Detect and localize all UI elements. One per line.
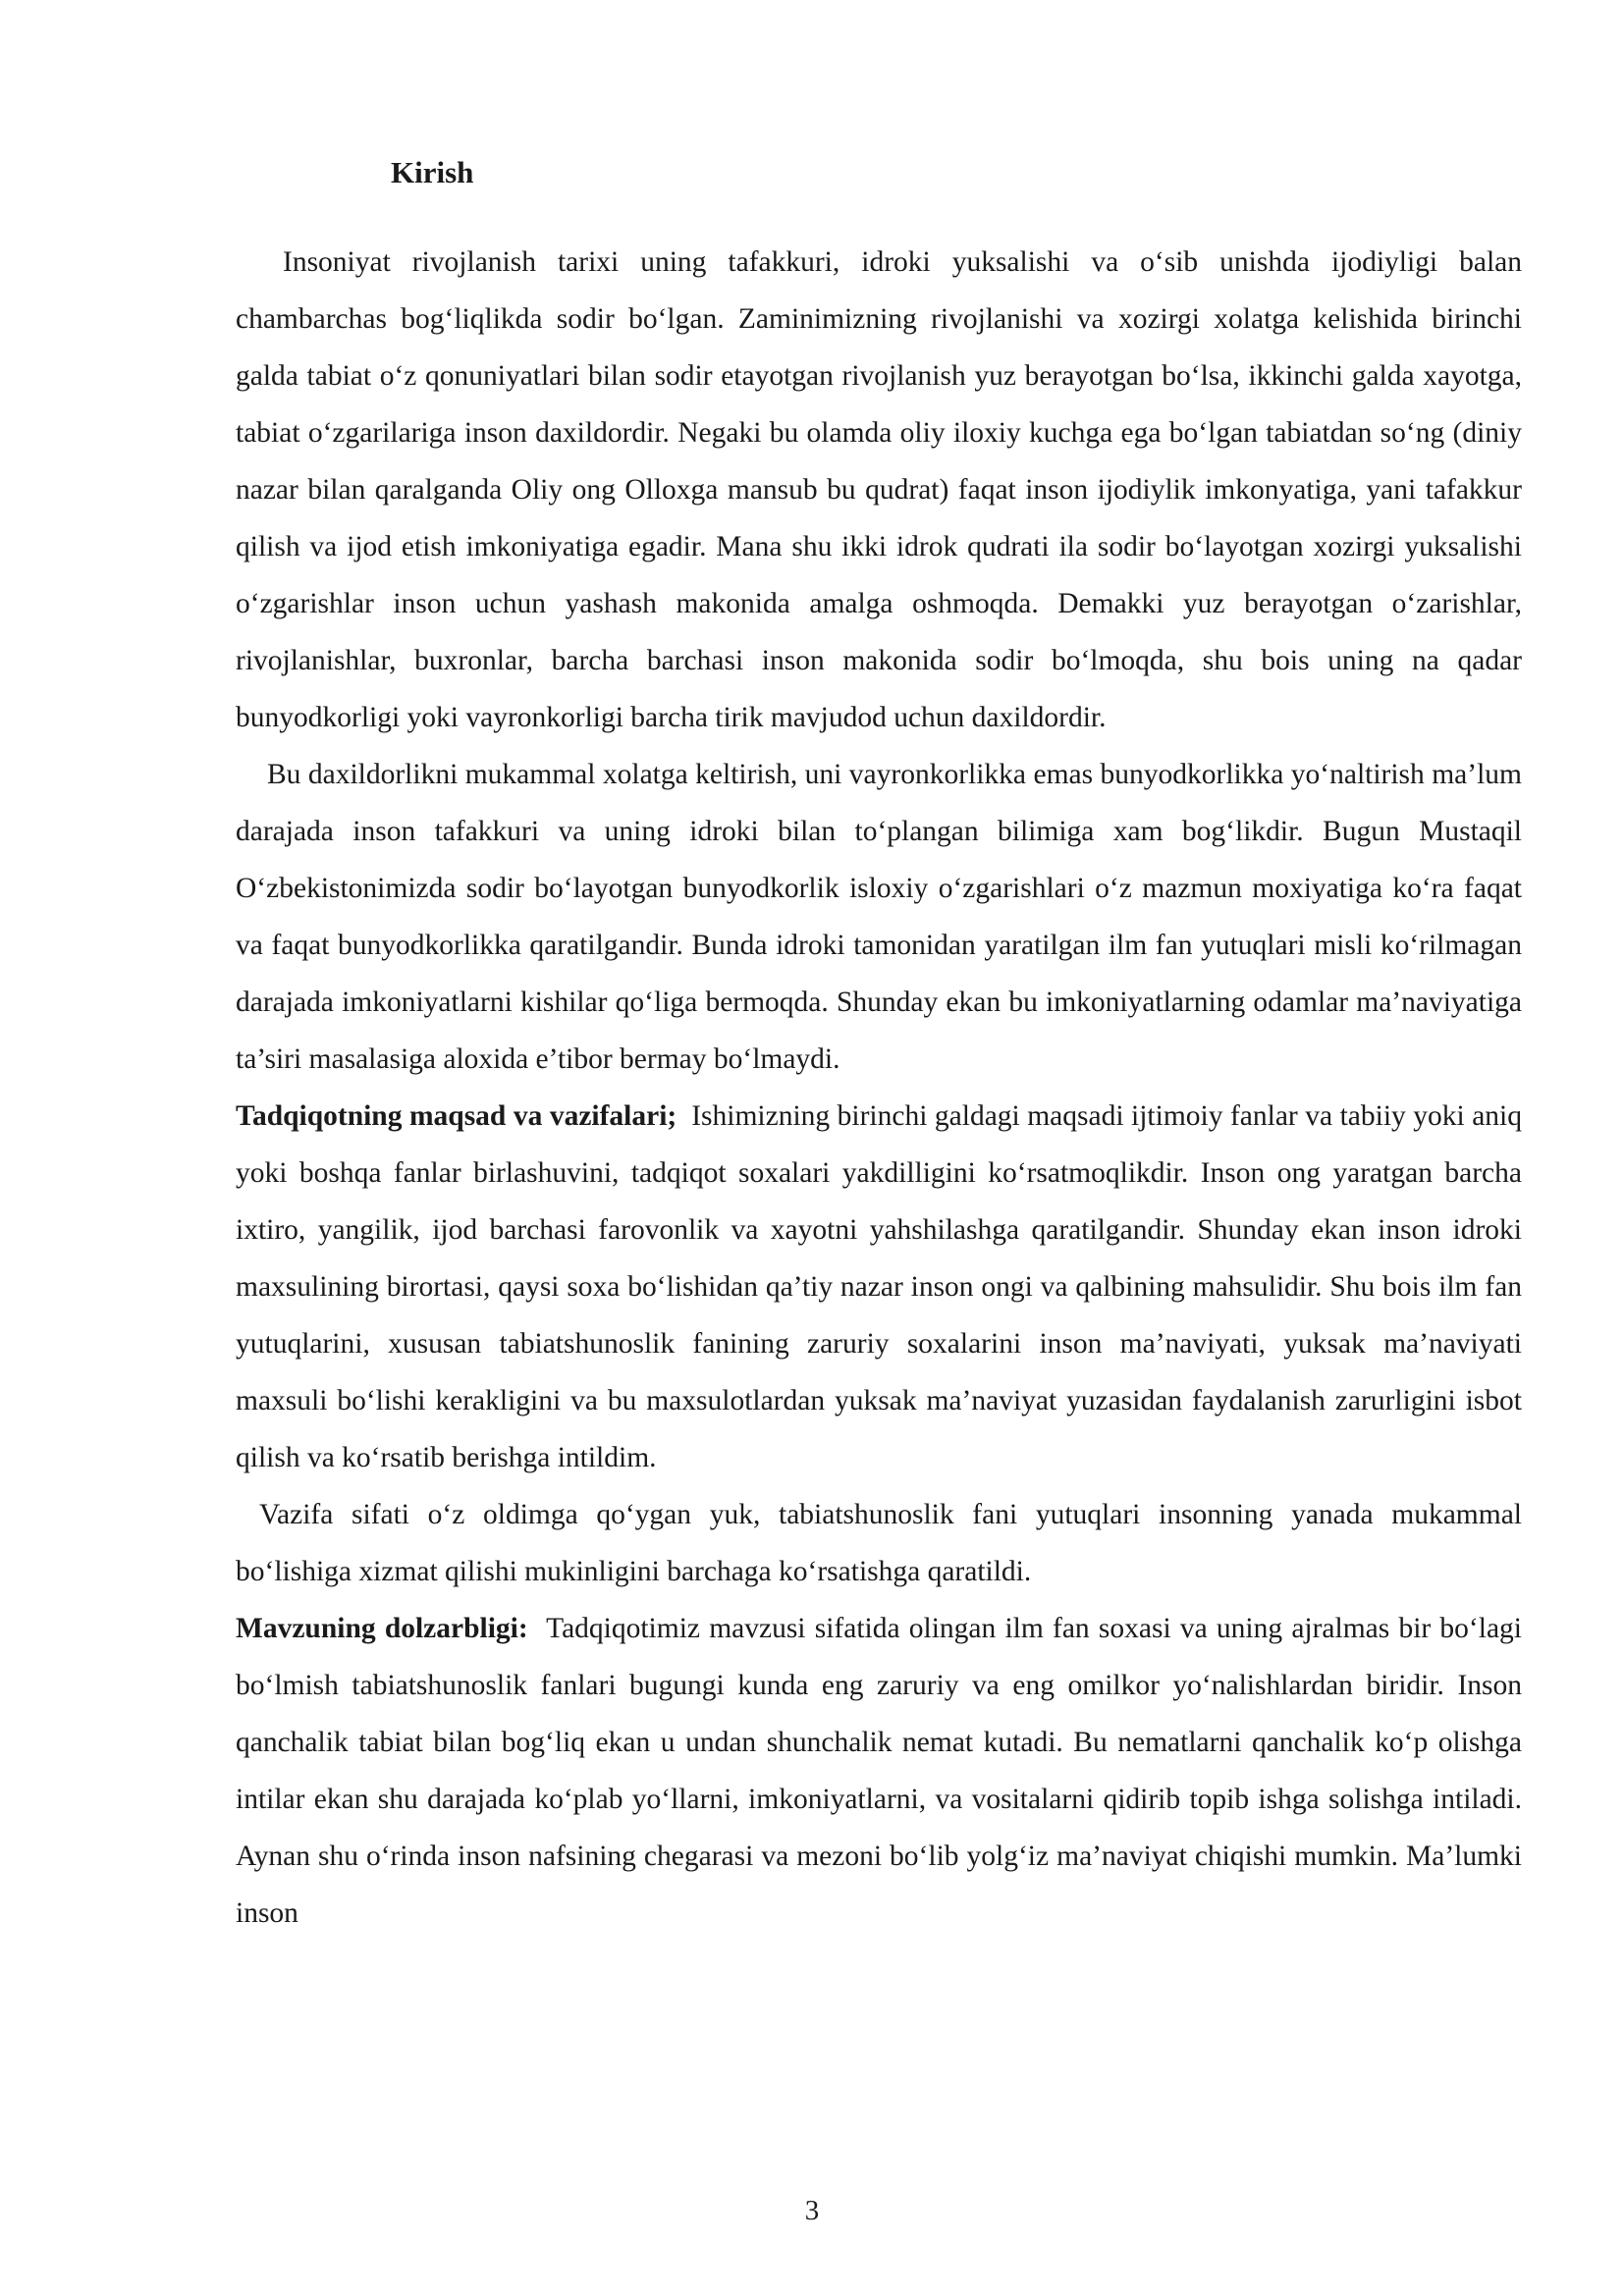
paragraph-dolzarblik: [236, 1600, 1522, 1942]
paragraph-maqsad: [236, 1088, 1522, 1486]
paragraph-text: Tadqiqotimiz mavzusi sifatida olingan ilm fan soxasi va uning ajralmas bir bo‘lagi bo‘lmish tabiatshunoslik fanlari bugungi kunda eng zaruriy va eng omilkor yo‘nalishlardan biridir. Inson qanchalik tabiat bilan bog‘liq ekan u undan shunchalik nemat kutadi. Bu nematlarni qanchalik ko‘p olishga intilar ekan shu darajada ko‘plab yo‘llarni, imkoniyatlarni, va vositalarni qidirib topib ishga solishga intiladi. Aynan shu o‘rinda inson nafsining chegarasi va mezoni bo‘lib yolg‘iz ma’naviyat chiqishi mumkin. Ma’lumki inson: [236, 1613, 1522, 1929]
paragraph-text: Ishimizning birinchi galdagi maqsadi ijtimoiy fanlar va tabiiy yoki aniq yoki boshqa fanlar birlashuvini, tadqiqot soxalari yakdilligini ko‘rsatmoqlikdir. Inson ong yaratgan barcha ixtiro, yangilik, ijod barchasi farovonlik va xayotni yahshilashga qaratilgandir. Shunday ekan inson idroki maxsulining birortasi, qaysi soxa bo‘lishidan qa’tiy nazar inson ongi va qalbining mahsulidir. Shu bois ilm fan yutuqlarini, xususan tabiatshunoslik fanining zaruriy soxalarini inson ma’naviyati, yuksak ma’naviyati maxsuli bo‘lishi kerakligini va bu maxsulotlardan yuksak ma’naviyat yuzasidan faydalanish zarurligini isbot qilish va ko‘rsatib berishga intildim.: [236, 1100, 1522, 1473]
body-text: [236, 234, 1522, 1942]
paragraph-label: Mavzuning dolzarbligi:: [236, 1613, 547, 1644]
paragraph-introduction: [236, 234, 1522, 746]
paragraph-vazifa: [236, 1486, 1522, 1600]
paragraph-text: Vazifa sifati o‘z oldimga qo‘ygan yuk, tabiatshunoslik fani yutuqlari insonning yanada mukammal bo‘lishiga xizmat qilishi mukinligini barchaga ko‘rsatishga qaratildi.: [236, 1499, 1522, 1587]
paragraph-label: Tadqiqotning maqsad va vazifalari;: [236, 1100, 692, 1132]
section-heading: Kirish: [391, 155, 474, 189]
page-number: 3: [804, 2195, 820, 2226]
paragraph-text: Bu daxildorlikni mukammal xolatga keltirish, uni vayronkorlikka emas bunyodkorlikka yo‘naltirish ma’lum darajada inson tafakkuri va uning idroki bilan to‘plangan bilimiga xam bog‘likdir. Bugun Mustaqil O‘zbekistonimizda sodir bo‘layotgan bunyodkorlik isloxiy o‘zgarishlari o‘z mazmun moxiyatiga ko‘ra faqat va faqat bunyodkorlikka qaratilgandir. Bunda idroki tamonidan yaratilgan ilm fan yutuqlari misli ko‘rilmagan darajada imkoniyatlarni kishilar qo‘liga bermoqda. Shunday ekan bu imkoniyatlarning odamlar ma’naviyatiga ta’siri masalasiga aloxida e’tibor bermay bo‘lmaydi.: [236, 759, 1522, 1075]
paragraph-daxildorlik: [236, 746, 1522, 1088]
paragraph-text: Insoniyat rivojlanish tarixi uning tafakkuri, idroki yuksalishi va o‘sib unishda ijodiyligi balan chambarchas bog‘liqlikda sodir bo‘lgan. Zaminimizning rivojlanishi va xozirgi xolatga kelishida birinchi galda tabiat o‘z qonuniyatlari bilan sodir etayotgan rivojlanish yuz berayotgan bo‘lsa, ikkinchi galda xayotga, tabiat o‘zgarilariga inson daxildordir. Negaki bu olamda oliy iloxiy kuchga ega bo‘lgan tabiatdan so‘ng (diniy nazar bilan qaralganda Oliy ong Olloxga mansub bu qudrat) faqat inson ijodiylik imkonyatiga, yani tafakkur qilish va ijod etish imkoniyatiga egadir. Mana shu ikki idrok qudrati ila sodir bo‘layotgan xozirgi yuksalishi o‘zgarishlar inson uchun yashash makonida amalga oshmoqda. Demakki yuz berayotgan o‘zarishlar, rivojlanishlar, buxronlar, barcha barchasi inson makonida sodir bo‘lmoqda, shu bois uning na qadar bunyodkorligi yoki vayronkorligi barcha tirik mavjudod uchun daxildordir.: [236, 246, 1522, 733]
